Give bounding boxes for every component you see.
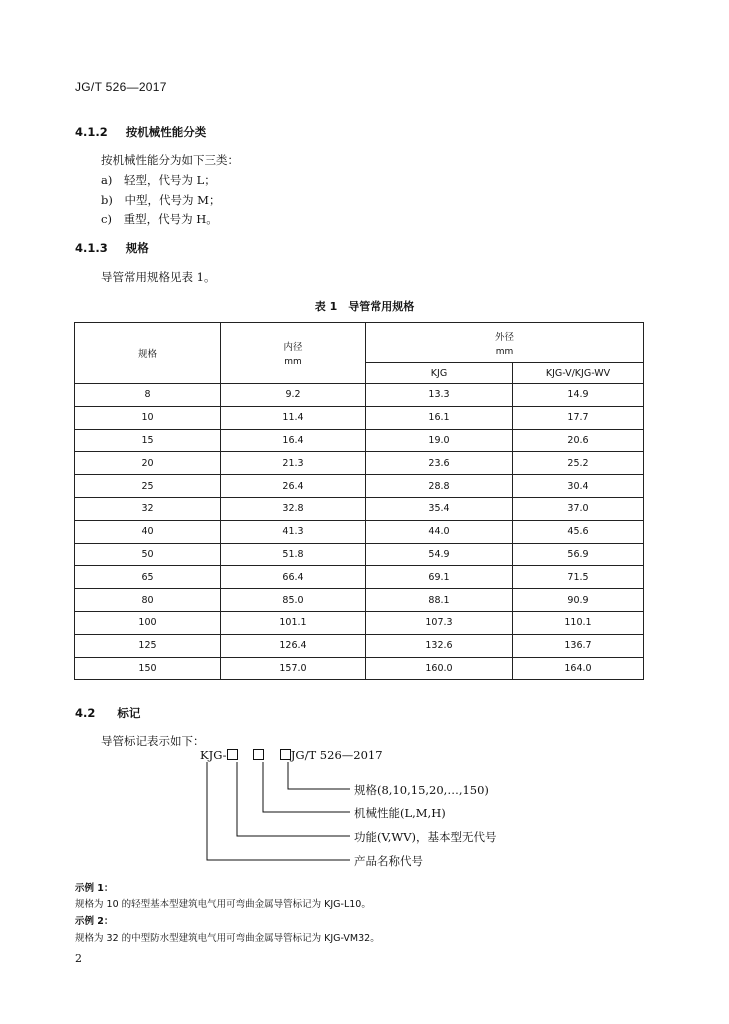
marking-diagram: [190, 748, 550, 888]
col-header-outer-unit: mm: [495, 346, 514, 357]
table-cell: 16.1: [366, 406, 513, 429]
table-cell: 20.6: [513, 429, 644, 452]
col-header-outer-label: 外径: [494, 331, 514, 343]
section-number: 4.1.2: [75, 125, 108, 139]
section-4-2-intro: 导管标记表示如下：: [101, 734, 205, 748]
table-cell: 17.7: [513, 406, 644, 429]
code-prefix: KJG-: [200, 748, 227, 762]
page-number: 2: [75, 952, 82, 965]
table-cell: 19.0: [366, 429, 513, 452]
col-header-inner-unit: mm: [284, 357, 302, 367]
col-header-spec: 规格: [75, 323, 221, 384]
table-row: [75, 634, 644, 657]
leader-line-mech: [263, 762, 350, 812]
table-row: [75, 429, 644, 452]
leader-line-func: [237, 762, 350, 836]
table-cell: 32.8: [221, 497, 366, 520]
example-2-title: 示例 2：: [75, 916, 114, 927]
section-title: 标记: [117, 706, 141, 720]
table-cell: 50: [75, 543, 221, 566]
list-marker: c): [101, 212, 112, 226]
table-cell: 101.1: [221, 611, 366, 634]
table-cell: 136.7: [513, 634, 644, 657]
section-4-1-2-heading: [75, 124, 206, 140]
table-cell: 54.9: [366, 543, 513, 566]
label-func: 功能(V,WV)，基本型无代号: [354, 830, 497, 844]
table-cell: 100: [75, 611, 221, 634]
table-row: [75, 497, 644, 520]
table-row: [75, 520, 644, 543]
col-header-outer: [366, 323, 644, 363]
table-row: [75, 589, 644, 612]
table-cell: 88.1: [366, 589, 513, 612]
table-cell: 65: [75, 566, 221, 589]
code-standard: JG/T 526—2017: [290, 748, 383, 762]
document-header: JG/T 526—2017: [75, 80, 167, 94]
label-name: 产品名称代号: [354, 854, 423, 868]
list-text: 重型，代号为 H。: [123, 212, 218, 226]
table-row: [75, 452, 644, 475]
table-cell: 25.2: [513, 452, 644, 475]
label-mech: 机械性能(L,M,H): [354, 806, 446, 820]
col-header-kjgv: KJG-V/KJG-WV: [513, 363, 644, 384]
table-row: [75, 543, 644, 566]
table-cell: 30.4: [513, 475, 644, 498]
table-cell: 10: [75, 406, 221, 429]
table-cell: 44.0: [366, 520, 513, 543]
table-cell: 125: [75, 634, 221, 657]
table-cell: 71.5: [513, 566, 644, 589]
section-title: 按机械性能分类: [125, 125, 207, 139]
table-cell: 23.6: [366, 452, 513, 475]
table-row: [75, 384, 644, 407]
leader-line-name: [207, 762, 350, 860]
table-cell: 69.1: [366, 566, 513, 589]
table-cell: 21.3: [221, 452, 366, 475]
section-4-2-heading: [75, 705, 140, 721]
list-text: 轻型，代号为 L；: [124, 173, 216, 187]
table-row: [75, 566, 644, 589]
list-item: [101, 211, 218, 227]
table-caption: 表 1 导管常用规格: [314, 300, 415, 313]
table-cell: 164.0: [513, 657, 644, 680]
table-row: [75, 475, 644, 498]
table-cell: 13.3: [366, 384, 513, 407]
list-item: [101, 192, 220, 208]
col-header-kjg: KJG: [366, 363, 513, 384]
table-row: [75, 406, 644, 429]
section-4-1-2-intro: 按机械性能分为如下三类：: [101, 153, 239, 167]
table-cell: 132.6: [366, 634, 513, 657]
table-cell: 85.0: [221, 589, 366, 612]
table-cell: 66.4: [221, 566, 366, 589]
table-cell: 107.3: [366, 611, 513, 634]
table-cell: 14.9: [513, 384, 644, 407]
table-cell: 110.1: [513, 611, 644, 634]
table-cell: 40: [75, 520, 221, 543]
table-cell: 150: [75, 657, 221, 680]
example-1-text: 规格为 10 的轻型基本型建筑电气用可弯曲金属导管标记为 KJG-L10。: [75, 899, 371, 910]
label-spec: 规格(8,10,15,20,…,150): [354, 783, 489, 797]
table-cell: 11.4: [221, 406, 366, 429]
table-cell: 20: [75, 452, 221, 475]
table-cell: 37.0: [513, 497, 644, 520]
table-cell: 8: [75, 384, 221, 407]
table-cell: 9.2: [221, 384, 366, 407]
table-cell: 25: [75, 475, 221, 498]
list-marker: b): [101, 193, 113, 207]
spec-table-body: [75, 384, 644, 680]
table-cell: 126.4: [221, 634, 366, 657]
col-header-inner: [221, 323, 366, 384]
table-cell: 51.8: [221, 543, 366, 566]
table-cell: 28.8: [366, 475, 513, 498]
table-cell: 80: [75, 589, 221, 612]
table-cell: 32: [75, 497, 221, 520]
table-cell: 41.3: [221, 520, 366, 543]
table-row: [75, 657, 644, 680]
example-2-text: 规格为 32 的中型防水型建筑电气用可弯曲金属导管标记为 KJG-VM32。: [75, 933, 380, 944]
table-cell: 15: [75, 429, 221, 452]
example-1-title: 示例 1：: [75, 883, 114, 894]
table-cell: 35.4: [366, 497, 513, 520]
list-marker: a): [101, 173, 113, 187]
section-number: 4.2: [75, 706, 96, 720]
table-row: [75, 611, 644, 634]
table-cell: 90.9: [513, 589, 644, 612]
table-cell: 16.4: [221, 429, 366, 452]
table-cell: 45.6: [513, 520, 644, 543]
table-cell: 56.9: [513, 543, 644, 566]
list-item: [101, 172, 216, 188]
section-number: 4.1.3: [75, 241, 108, 255]
col-header-inner-label: 内径: [283, 342, 303, 353]
table-cell: 26.4: [221, 475, 366, 498]
table-cell: 160.0: [366, 657, 513, 680]
leader-line-spec: [288, 762, 350, 789]
section-4-1-3-heading: [75, 240, 149, 256]
section-title: 规格: [125, 241, 149, 255]
table-cell: 157.0: [221, 657, 366, 680]
spec-table: [74, 322, 644, 680]
list-text: 中型，代号为 M；: [124, 193, 221, 207]
section-4-1-3-intro: 导管常用规格见表 1。: [101, 270, 216, 284]
